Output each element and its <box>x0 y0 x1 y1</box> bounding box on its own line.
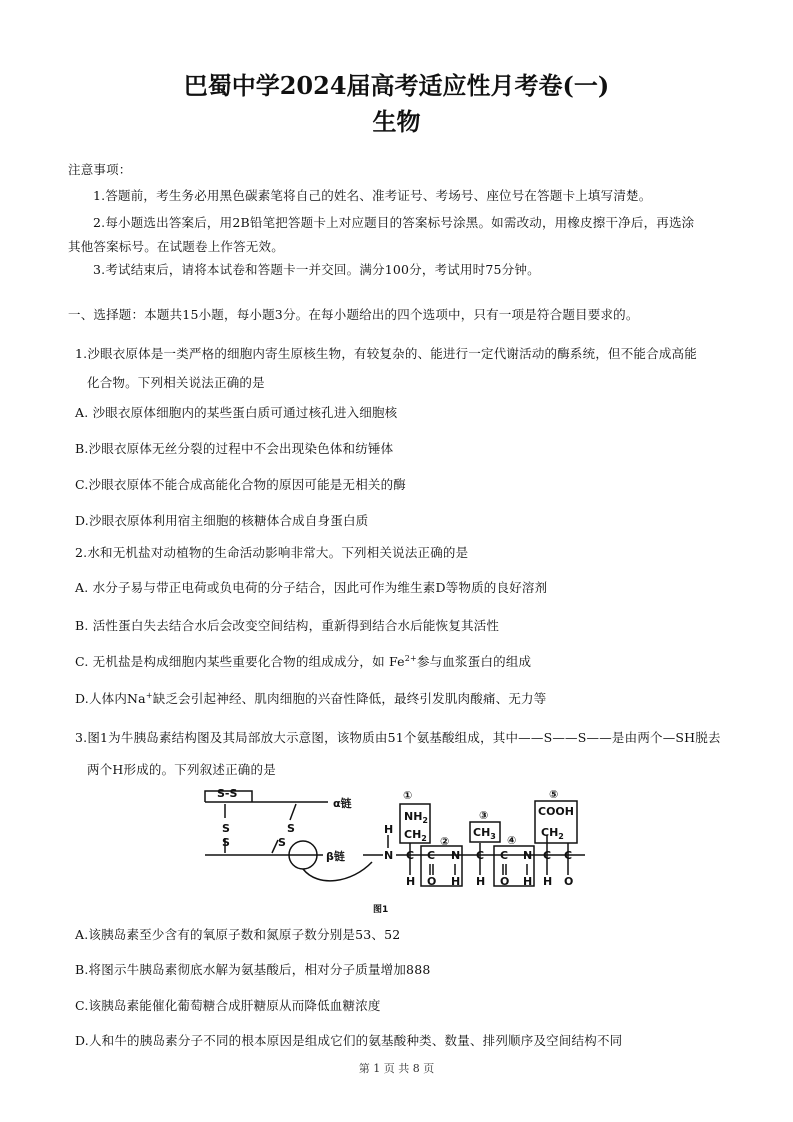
q3-option-d: D.人和牛的胰岛素分子不同的根本原因是组成它们的氨基酸种类、数量、排列顺序及空间结构不同 <box>75 1033 623 1048</box>
h-atom: H <box>543 875 553 888</box>
fe-charge: 2+ <box>404 653 417 663</box>
q2-option-d-text-end: 缺乏会引起神经、肌肉细胞的兴奋性降低，最终引发肌肉酸痛、无力等 <box>152 691 547 706</box>
marker-5: ⑤ <box>549 788 559 801</box>
cooh-group: COOH <box>538 805 574 818</box>
q3-option-a: A.该胰岛素至少含有的氧原子数和氮原子数分别是53、52 <box>75 927 401 942</box>
q3-option-c: C.该胰岛素能催化葡萄糖合成肝糖原从而降低血糖浓度 <box>75 998 381 1013</box>
figure-caption: 图1 <box>373 905 389 915</box>
o-atom: O <box>564 875 574 888</box>
q3-stem-cont: 两个H形成的。下列叙述正确的是 <box>87 762 276 777</box>
q2-option-b: B. 活性蛋白失去结合水后会改变空间结构，重新得到结合水后能恢复其活性 <box>75 618 500 633</box>
q3-stem: 3.图1为牛胰岛素结构图及其局部放大示意图，该物质由51个氨基酸组成，其中——S——S——是由两个—SH脱去 <box>75 730 721 745</box>
c-atom: C <box>564 849 573 862</box>
notice-heading: 注意事项： <box>68 162 132 177</box>
q1-option-c: C.沙眼衣原体不能合成高能化合物的原因可能是无相关的酶 <box>75 477 406 492</box>
ch2-group-2: $CH_2$ <box>541 826 564 841</box>
c-atom: C <box>427 849 436 862</box>
q2-option-a: A. 水分子易与带正电荷或负电荷的分子结合，因此可作为维生素D等物质的良好溶剂 <box>75 580 548 595</box>
marker-1: ① <box>403 789 413 802</box>
na-charge: + <box>145 690 153 700</box>
q2-option-c-text-end: 参与血浆蛋白的组成 <box>416 654 532 669</box>
disulfide-s-4: S <box>278 836 286 849</box>
nh2-group: $NH_2$ <box>404 810 428 825</box>
alpha-chain-label: α链 <box>333 797 352 810</box>
subject-title: 生物 <box>372 107 421 136</box>
exam-title: 巴蜀中学2024届高考适应性月考卷(一) <box>183 71 610 100</box>
notice-item-1: 1.答题前，考生务必用黑色碳素笔将自己的姓名、准考证号、考场号、座位号在答题卡上填写清楚。 <box>93 188 652 203</box>
q2-stem: 2.水和无机盐对动植物的生命活动影响非常大。下列相关说法正确的是 <box>75 545 469 560</box>
ch3-group: $CH_3$ <box>473 826 496 841</box>
notice-item-2: 2.每小题选出答案后，用2B铅笔把答题卡上对应题目的答案标号涂黑。如需改动，用橡皮擦干净后，再选涂 <box>93 215 695 230</box>
insulin-structure-figure <box>0 780 793 920</box>
q1-stem-cont: 化合物。下列相关说法正确的是 <box>87 375 265 390</box>
h-atom: H <box>523 875 533 888</box>
disulfide-s-2: S <box>222 836 230 849</box>
marker-3: ③ <box>479 809 489 822</box>
q1-option-a: A. 沙眼衣原体细胞内的某些蛋白质可通过核孔进入细胞核 <box>75 405 398 420</box>
c-atom: C <box>406 849 415 862</box>
q1-option-d: D.沙眼衣原体利用宿主细胞的核糖体合成自身蛋白质 <box>75 513 369 528</box>
n-atom: N <box>384 849 394 862</box>
q1-stem: 1.沙眼衣原体是一类严格的细胞内寄生原核生物，有较复杂的、能进行一定代谢活动的酶系统，但不能合成高能 <box>75 346 697 361</box>
h-atom: H <box>451 875 461 888</box>
q2-option-c-text: C. 无机盐是构成细胞内某些重要化合物的组成成分，如 Fe <box>75 654 405 669</box>
c-atom: C <box>500 849 509 862</box>
h-atom: H <box>406 875 416 888</box>
q2-option-d <box>75 691 546 707</box>
marker-2: ② <box>440 835 450 848</box>
page-footer: 第 1 页 共 8 页 <box>358 1062 435 1075</box>
q3-option-b: B.将图示牛胰岛素彻底水解为氨基酸后，相对分子质量增加888 <box>75 962 431 977</box>
marker-4: ④ <box>507 834 517 847</box>
h-atom: H <box>476 875 486 888</box>
o-atom: O <box>427 875 437 888</box>
disulfide-label: S-S <box>217 787 238 800</box>
c-atom: C <box>543 849 552 862</box>
notice-item-2-cont: 其他答案标号。在试题卷上作答无效。 <box>68 239 284 254</box>
notice-item-3: 3.考试结束后，请将本试卷和答题卡一并交回。满分100分，考试用时75分钟。 <box>93 262 540 277</box>
c-atom: C <box>476 849 485 862</box>
n-atom: N <box>523 849 533 862</box>
q2-option-d-text: D.人体内Na <box>75 691 146 706</box>
disulfide-s-1: S <box>222 822 230 835</box>
section-heading: 一、选择题：本题共15小题，每小题3分。在每小题给出的四个选项中，只有一项是符合题目要求的。 <box>68 307 639 322</box>
n-atom: N <box>451 849 461 862</box>
ch2-group-1: $CH_2$ <box>404 828 427 843</box>
h-atom: H <box>384 823 394 836</box>
beta-chain-label: β链 <box>326 850 345 863</box>
q1-option-b: B.沙眼衣原体无丝分裂的过程中不会出现染色体和纺锤体 <box>75 441 394 456</box>
disulfide-s-3: S <box>287 822 295 835</box>
o-atom: O <box>500 875 510 888</box>
q2-option-c <box>75 654 531 670</box>
